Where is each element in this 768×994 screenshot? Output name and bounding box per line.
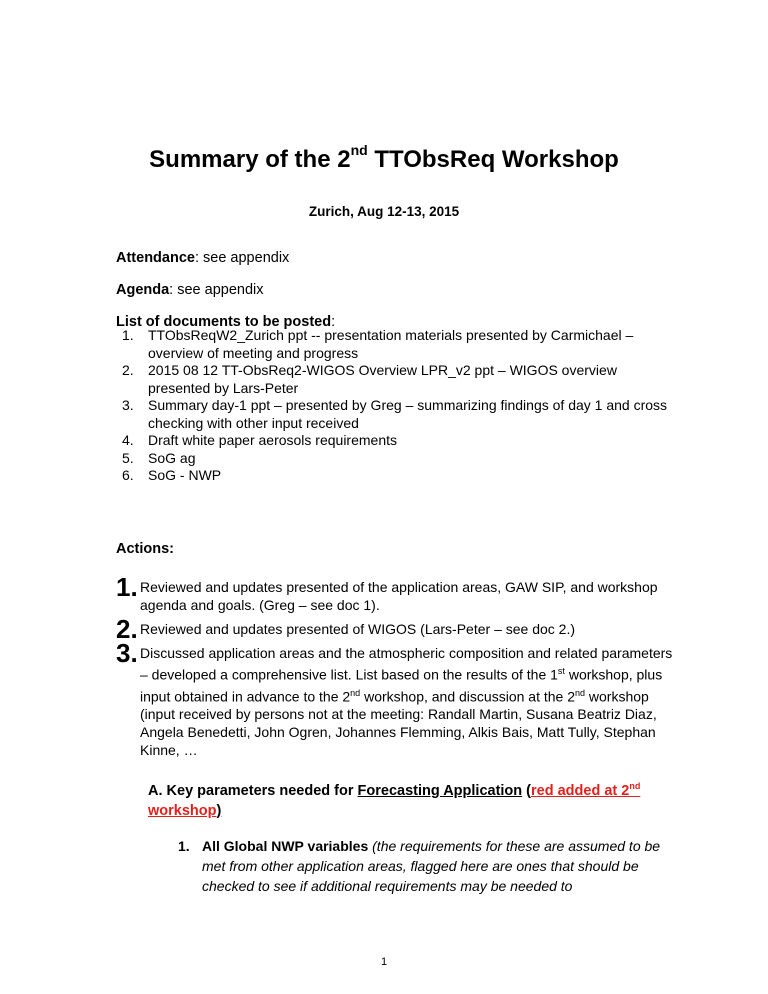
action-number: 1.: [116, 572, 138, 602]
section-a-item-1: 1. All Global NWP variables (the requirements for these are assumed to be met from other application areas, flagged here are ones that should be checked to see if additional requirements may be needed to: [178, 838, 661, 894]
section-a-heading: A. Key parameters needed for Forecasting Application (red added at 2nd workshop): [148, 781, 641, 819]
agenda-line: [116, 281, 264, 299]
action-item-3: 3. Discussed application areas and the atmospheric composition and related parameters – developed a comprehensive list. List based on the results of the 1st workshop, plus input obtained in advance to the 2nd workshop, and discussion at the 2nd workshop (input received by persons not at the meeting: Randall Martin, Susana Beatriz Diaz, Angela Benedetti, John Ogren, Johannes Flemming, Alkis Bais, Matt Tully, Stephan Kinne, …: [116, 638, 673, 759]
action-number: 3.: [116, 638, 138, 668]
forecasting-application-label: Forecasting Application: [357, 782, 523, 799]
attendance-value: : see appendix: [194, 250, 290, 266]
document-subtitle: Zurich, Aug 12-13, 2015: [308, 204, 460, 219]
document-title: Summary of the 2nd TTObsReq Workshop: [149, 142, 619, 173]
attendance-label: Attendance: [116, 250, 195, 266]
list-item: 2. 2015 08 12 TT-ObsReq2-WIGOS Overview LPR_v2 ppt – WIGOS overview presented by Lars-Peter: [122, 362, 617, 396]
action-item-1: 1. Reviewed and updates presented of the application areas, GAW SIP, and workshop agenda and goals. (Greg – see doc 1).: [116, 572, 658, 613]
list-item: 1. TTObsReqW2_Zurich ppt -- presentation materials presented by Carmichael – overview of meeting and progress: [122, 327, 634, 361]
red-note: red added at 2nd workshop: [148, 781, 641, 819]
attendance-line: [116, 249, 289, 267]
actions-heading: Actions:: [116, 541, 174, 557]
action-number: 2.: [116, 614, 138, 644]
page-number: 1: [380, 956, 388, 968]
list-item: 4. Draft white paper aerosols requirements: [122, 432, 398, 448]
documents-heading: List of documents to be posted:: [116, 314, 336, 330]
list-item: 5. SoG ag: [122, 449, 196, 466]
agenda-label: Agenda: [116, 282, 170, 298]
list-item: 3. Summary day-1 ppt – presented by Greg – summarizing findings of day 1 and cross checking with other input received: [122, 397, 668, 431]
agenda-value: : see appendix: [169, 282, 264, 298]
action-item-2: 2. Reviewed and updates presented of WIGOS (Lars-Peter – see doc 2.): [116, 614, 576, 644]
list-item: 6. SoG - NWP: [122, 467, 222, 483]
documents-list: [116, 327, 676, 485]
